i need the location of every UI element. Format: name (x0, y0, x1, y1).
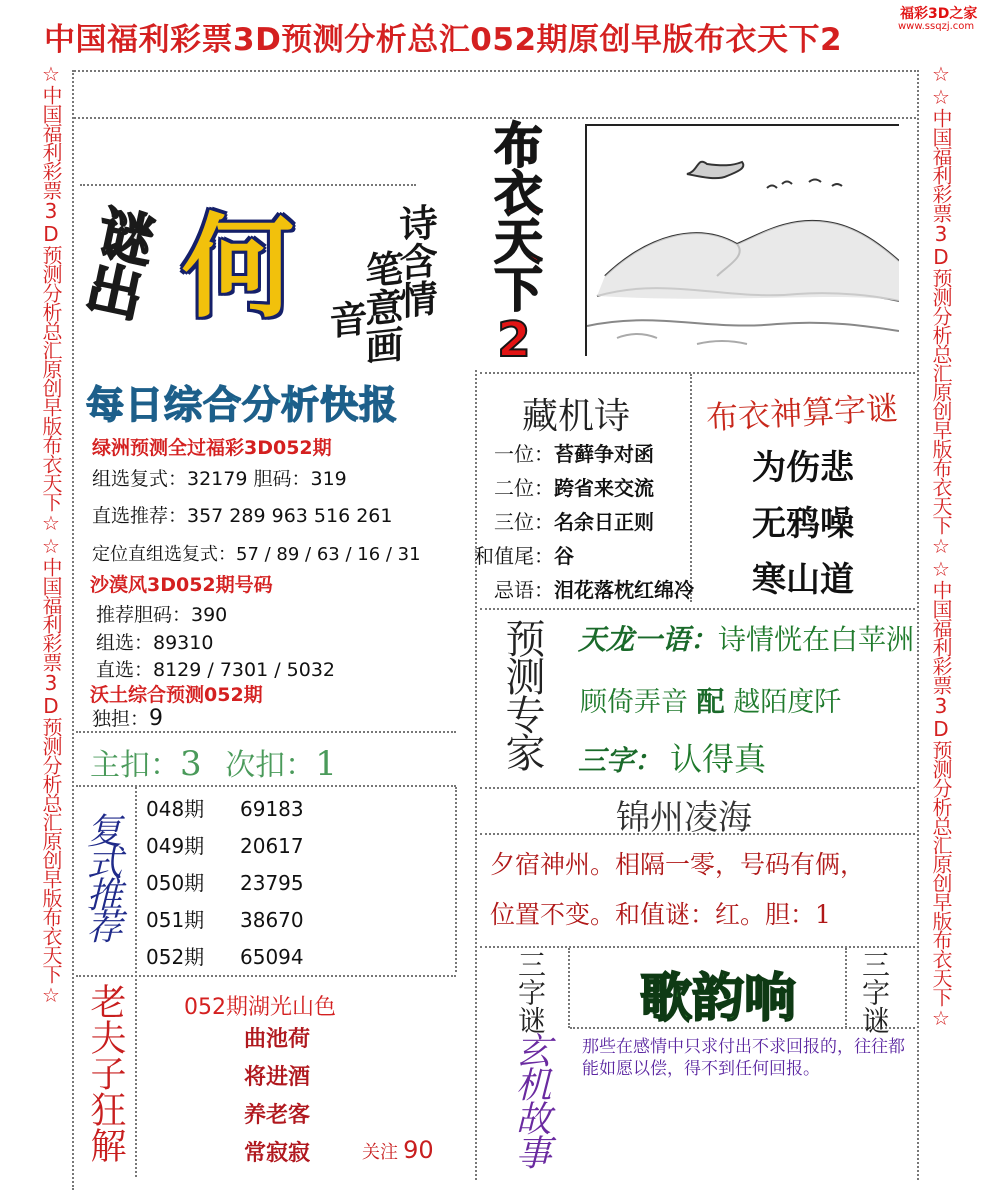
kou-divider (76, 731, 456, 733)
lvzhou-dingwei: 定位直组选复式：57 / 89 / 63 / 16 / 31 (92, 544, 421, 565)
poem-row (474, 574, 694, 603)
fushi-row (146, 793, 304, 822)
fushi-issue: 052期 (146, 945, 205, 969)
poem-row-label: 和值尾： (474, 544, 554, 568)
fushi-row (146, 830, 304, 859)
poem-row-value: 泪花落枕红绵冷 (554, 578, 694, 602)
brand-vertical-title: 布衣天下2 (486, 120, 542, 368)
frame-left (72, 70, 74, 1190)
fushi-right (455, 787, 457, 972)
sanzimi-word: 歌韵响 (640, 969, 797, 1029)
right-border-text: ☆☆中国福利彩票3D预测分析总汇原创早版布衣天下☆☆中国福利彩票3D预测分析总汇原创早版布衣天下☆ (929, 62, 953, 1029)
site-logo[interactable]: 福彩3D之家 (900, 6, 978, 22)
fushi-issue: 048期 (146, 797, 205, 821)
laofuzi-vertical-label: 老夫子狂解 (85, 983, 126, 1163)
shamo-zuxuan: 组选：89310 (96, 632, 214, 654)
riddle-left-word: 谜出 (73, 200, 160, 324)
sanzi-label: 三字： (578, 744, 663, 777)
laofuzi-line: 常寂寂 (244, 1141, 311, 1166)
landscape-painting-art (587, 126, 899, 356)
poem-row-value: 跨省来交流 (554, 476, 654, 500)
guanzhu-value: 90 (403, 1136, 434, 1164)
daily-title: 每日综合分析快报 (86, 383, 399, 427)
riddle-big-char: 何 (182, 203, 294, 333)
poem-row-label: 忌语： (494, 578, 554, 602)
fushi-number: 20617 (240, 834, 304, 858)
poem-top (480, 372, 915, 374)
fushi-divider (135, 787, 137, 1177)
riddle-col-3: 音 (323, 297, 367, 341)
poem-title: 藏机诗 (522, 396, 631, 437)
shamo-dan: 推荐胆码：390 (96, 604, 228, 626)
jinzhou-line-2: 位置不变。和值谜：红。胆：1 (490, 900, 831, 929)
laofuzi-line: 曲池荷 (244, 1027, 311, 1052)
left-border-text: ☆中国福利彩票3D预测分析总汇原创早版布衣天下☆☆中国福利彩票3D预测分析总汇原创早版布衣天下☆ (39, 62, 63, 1006)
fushi-issue: 049期 (146, 834, 205, 858)
jinzhou-title: 锦州凌海 (616, 798, 752, 838)
pei-line (580, 680, 841, 720)
laofuzi-line: 养老客 (244, 1103, 311, 1128)
shamo-heading: 沙漠风3D052期号码 (90, 574, 273, 596)
sanzi-line (578, 734, 766, 780)
buyi-riddle-line: 无鸦噪 (752, 504, 854, 544)
poem-row (474, 506, 688, 535)
kou-zhu-value: 3 (180, 744, 202, 784)
fushi-top (76, 785, 456, 787)
laofuzi-top (76, 975, 456, 977)
frame-top-2 (74, 117, 916, 119)
pei-text-right: 越陌度阡 (733, 687, 842, 718)
wotu-dudan-value: 9 (149, 706, 164, 731)
laofuzi-heading: 052期湖光山色 (184, 995, 336, 1020)
kou-ci-label: 次扣： (225, 748, 316, 783)
tianlong-line (578, 618, 914, 658)
sanzimi-left-divider (568, 948, 570, 1028)
sanzimi-label-right: 三字谜 (858, 950, 891, 1034)
frame-top (74, 70, 916, 72)
sanzimi-top (480, 946, 915, 948)
guanzhu-label: 关注 (362, 1142, 398, 1163)
fushi-number: 23795 (240, 871, 304, 895)
fushi-issue: 050期 (146, 871, 205, 895)
buyi-riddle-line: 为伤悲 (752, 448, 854, 488)
fushi-row (146, 904, 304, 933)
fushi-issue: 051期 (146, 908, 205, 932)
poem-row-label: 三位： (494, 510, 554, 534)
frame-right (917, 70, 919, 1180)
lvzhou-zhixuan: 直选推荐：357 289 963 516 261 (92, 505, 393, 527)
poem-row-label: 二位： (494, 476, 554, 500)
sanzimi-right-divider (845, 948, 847, 1028)
poem-row (474, 472, 688, 501)
laofuzi-line: 将进酒 (244, 1065, 311, 1090)
poem-row-value: 苔藓争对函 (554, 442, 654, 466)
lvzhou-zuxuan: 组选复式：32179 胆码：319 (92, 468, 347, 490)
kou-zhu-label: 主扣： (90, 748, 180, 783)
site-url[interactable]: www.ssqzj.com (898, 21, 975, 32)
jinzhou-line-1: 夕宿神州。相隔一零，号码有俩， (490, 850, 866, 879)
landscape-painting (585, 124, 899, 356)
expert-vertical-label: 预测专家 (499, 618, 545, 770)
poem-row-value: 名余日正则 (554, 510, 654, 534)
poem-row-label: 一位： (494, 442, 554, 466)
riddle-col-1: 诗含情 (393, 201, 437, 321)
wotu-dudan (92, 704, 163, 731)
wotu-heading: 沃土综合预测052期 (90, 684, 263, 706)
sanzi-text: 认得真 (670, 740, 767, 778)
fushi-row (146, 867, 304, 896)
kou-ci-value: 1 (315, 744, 337, 784)
xuanji-text: 那些在感情中只求付出不求回报的，往往都能如愿以偿，得不到任何回报。 (582, 1037, 905, 1079)
riddle-box-top (80, 184, 416, 186)
poem-right (690, 374, 692, 602)
poem-row-value: 谷 (554, 544, 574, 568)
lvzhou-heading: 绿洲预测全过福彩3D052期 (92, 437, 332, 459)
riddle-col-2: 笔意画 (359, 247, 403, 367)
jinzhou-top (480, 787, 915, 789)
shamo-zhixuan: 直选：8129 / 7301 / 5032 (96, 659, 336, 681)
pei-char: 配 (696, 685, 725, 718)
fushi-number: 38670 (240, 908, 304, 932)
tianlong-label: 天龙一语： (578, 623, 719, 656)
sanzimi-label-left: 三字谜 (514, 950, 547, 1034)
kou-line (90, 740, 337, 784)
wotu-dudan-label: 独担： (92, 708, 150, 730)
buyi-riddle-title: 布衣神算字谜 (705, 388, 899, 437)
buyi-riddle-line: 寒山道 (752, 560, 854, 600)
fushi-row (146, 941, 304, 970)
tianlong-text: 诗情恍在白苹洲 (718, 623, 915, 656)
fushi-number: 69183 (240, 797, 304, 821)
pei-text-left: 顾倚弄音 (580, 687, 688, 718)
fushi-number: 65094 (240, 945, 304, 969)
guanzhu (362, 1136, 434, 1164)
fushi-vertical-label: 复式推荐 (81, 812, 122, 940)
xuanji-vertical-label: 玄机故事 (510, 1032, 551, 1168)
poem-row (474, 540, 688, 569)
page-title: 中国福利彩票3D预测分析总汇052期原创早版布衣天下2 (44, 22, 843, 58)
poem-row (474, 438, 688, 467)
expert-top (480, 608, 915, 610)
